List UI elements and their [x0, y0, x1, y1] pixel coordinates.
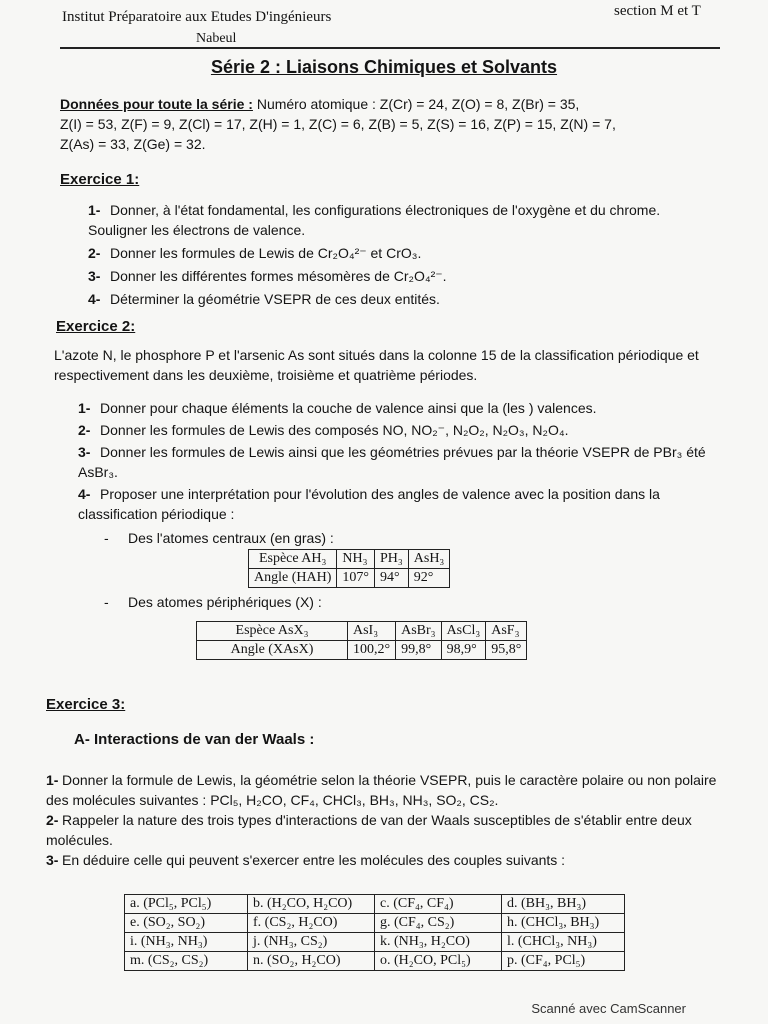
exercise-2-list	[78, 398, 720, 524]
page-title: Série 2 : Liaisons Chimiques et Solvants	[210, 57, 558, 77]
table-cell: NH₃	[337, 550, 375, 569]
exercise-1-list	[88, 200, 720, 309]
table-cell: 100,2°	[348, 641, 396, 660]
table-cell: 95,8°	[486, 641, 527, 660]
table-cell: a. (PCl₅, PCl₅)	[125, 895, 248, 914]
table-row	[125, 933, 625, 952]
table-cell: Angle (XAsX)	[197, 641, 348, 660]
table-cell: m. (CS₂, CS₂)	[125, 952, 248, 971]
table-row	[125, 952, 625, 971]
table-cell: Espèce AsX₃	[197, 622, 348, 641]
table-row	[125, 914, 625, 933]
data-label: Données pour toute la série :	[60, 96, 253, 112]
table-row	[249, 569, 450, 588]
table-cell: e. (SO₂, SO₂)	[125, 914, 248, 933]
table-row	[249, 550, 450, 569]
table-cell: j. (NH₃, CS₂)	[248, 933, 375, 952]
angle-table-ah3	[248, 549, 450, 588]
exercise-1-title: Exercice 1:	[60, 171, 140, 188]
bullet-dash: -	[104, 594, 109, 610]
table-cell: PH₃	[374, 550, 408, 569]
data-line-2: Z(I) = 53, Z(F) = 9, Z(Cl) = 17, Z(H) = 1, Z(C) = 6, Z(B) = 5, Z(S) = 16, Z(P) = 15, Z(N) = 7,	[60, 116, 616, 132]
table-cell: b. (H₂CO, H₂CO)	[248, 895, 375, 914]
bullet-dash: -	[104, 530, 109, 546]
bullet-central-atoms: - Des l'atomes centraux (en gras) :	[104, 530, 334, 546]
table-cell: h. (CHCl₃, BH₃)	[502, 914, 625, 933]
table-cell: i. (NH₃, NH₃)	[125, 933, 248, 952]
bullet-peripheral-atoms: - Des atomes périphériques (X) :	[104, 594, 322, 610]
table-cell: f. (CS₂, H₂CO)	[248, 914, 375, 933]
table-cell: 98,9°	[441, 641, 486, 660]
section-label: section M et T	[614, 3, 701, 19]
table-cell: AsBr₃	[396, 622, 441, 641]
table-cell: l. (CHCl₃, NH₃)	[502, 933, 625, 952]
table-row	[197, 622, 527, 641]
exercise-1-item-4: 4- Déterminer la géométrie VSEPR de ces deux entités.	[88, 291, 440, 307]
table-cell: n. (SO₂, H₂CO)	[248, 952, 375, 971]
exercise-2-item-3: 3- Donner les formules de Lewis ainsi que les géométries prévues par la théorie VSEPR de PBr₃ été AsBr₃.	[78, 444, 706, 480]
table-cell: AsI₃	[348, 622, 396, 641]
exercise-2-item-1: 1- Donner pour chaque éléments la couche de valence ainsi que la (les ) valences.	[78, 400, 597, 416]
data-line-1: Numéro atomique : Z(Cr) = 24, Z(O) = 8, Z(Br) = 35,	[252, 96, 580, 112]
table-cell: AsF₃	[486, 622, 527, 641]
table-cell: d. (BH₃, BH₃)	[502, 895, 625, 914]
exercise-2-item-2: 2- Donner les formules de Lewis des composés NO, NO₂⁻, N₂O₂, N₂O₃, N₂O₄.	[78, 422, 569, 438]
table-cell: k. (NH₃, H₂CO)	[375, 933, 502, 952]
table-cell: AsCl₃	[441, 622, 486, 641]
angle-table-asx3	[196, 621, 527, 660]
exercise-2-title: Exercice 2:	[56, 318, 136, 335]
exercise-3-item-2: 2- Rappeler la nature des trois types d'interactions de van der Waals susceptibles de s'établir entre deux molécules.	[46, 812, 692, 848]
table-cell: g. (CF₄, CS₂)	[375, 914, 502, 933]
exercise-2-intro: L'azote N, le phosphore P et l'arsenic As sont situés dans la colonne 15 de la classification périodique et respectivement dans les deuxième, troisième et quatrième périodes.	[54, 347, 699, 383]
table-cell: 107°	[337, 569, 375, 588]
data-line-3: Z(As) = 33, Z(Ge) = 32.	[60, 136, 206, 152]
table-row	[197, 641, 527, 660]
exercise-3-list	[46, 770, 722, 870]
table-cell: Angle (HAH)	[249, 569, 337, 588]
table-cell: AsH₃	[408, 550, 450, 569]
city-name: Nabeul	[196, 31, 237, 46]
table-cell: p. (CF₄, PCl₅)	[502, 952, 625, 971]
scanner-footer: Scanné avec CamScanner	[531, 1001, 686, 1016]
exercise-1-item-2: 2- Donner les formules de Lewis de Cr₂O₄²⁻ et CrO₃.	[88, 245, 422, 261]
exercise-3-item-3: 3- En déduire celle qui peuvent s'exercer entre les molécules des couples suivants :	[46, 852, 566, 868]
table-cell: o. (H₂CO, PCl₅)	[375, 952, 502, 971]
exercise-1-item-3: 3- Donner les différentes formes mésomères de Cr₂O₄²⁻.	[88, 268, 447, 284]
table-cell: Espèce AH₃	[249, 550, 337, 569]
molecule-pairs-table	[124, 894, 625, 971]
header-rule	[60, 47, 720, 49]
exercise-3-subtitle: A- Interactions de van der Waals :	[74, 731, 315, 748]
data-block	[60, 94, 722, 154]
institute-name: Institut Préparatoire aux Etudes D'ingénieurs	[62, 9, 332, 25]
table-cell: 99,8°	[396, 641, 441, 660]
table-cell: 94°	[374, 569, 408, 588]
exercise-3-item-1: 1- Donner la formule de Lewis, la géométrie selon la théorie VSEPR, puis le caractère polaire ou non polaire des molécules suivantes : PCl₅, H₂CO, CF₄, CHCl₃, BH₃, NH₃, SO₂, CS₂.	[46, 772, 717, 808]
table-cell: 92°	[408, 569, 450, 588]
exercise-2-item-4: 4- Proposer une interprétation pour l'évolution des angles de valence avec la position dans la classification périodique :	[78, 486, 660, 522]
table-cell: c. (CF₄, CF₄)	[375, 895, 502, 914]
exercise-1-item-1: 1- Donner, à l'état fondamental, les configurations électroniques de l'oxygène et du chrome. Souligner les électrons de valence.	[88, 202, 661, 238]
exercise-3-title: Exercice 3:	[46, 696, 126, 713]
table-row	[125, 895, 625, 914]
